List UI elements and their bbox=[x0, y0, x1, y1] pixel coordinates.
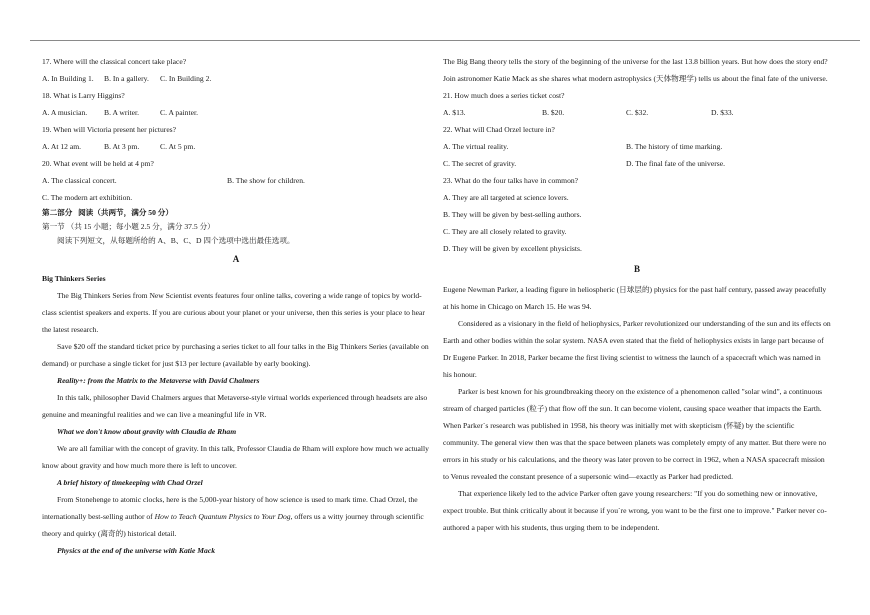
question-stem: 18. What is Larry Higgins? bbox=[42, 91, 125, 100]
option-a: A. At 12 am. bbox=[42, 142, 82, 151]
passage-a-intro: The Big Thinkers Series from New Scientist events features four online talks, covering a wide range of topics by world-class scientist speakers and experts. If you are curious about your planet or your universe, then this series is your place to hear the latest research. bbox=[42, 291, 425, 334]
option-b: B. They will be given by best-selling authors. bbox=[443, 210, 582, 219]
option-c: C. The modern art exhibition. bbox=[42, 193, 133, 202]
passage-b-paragraph: That experience likely led to the advice Parker often gave young researchers: "If you do something new or innovative, expect trouble. But think critically about it because if you`re wrong, you want to be the first one to improve." Parker never co-authored a paper with his students, thus urging them to be independent. bbox=[443, 489, 827, 532]
option-c: C. In Building 2. bbox=[160, 74, 212, 83]
option-d: D. The final fate of the universe. bbox=[626, 159, 725, 168]
question-17 bbox=[42, 53, 430, 87]
talk-title: What we don't know about gravity with Claudia de Rham bbox=[57, 427, 237, 436]
option-a: A. The virtual reality. bbox=[443, 142, 509, 151]
option-a: A. The classical concert. bbox=[42, 176, 117, 185]
passage-a-title: Big Thinkers Series bbox=[42, 274, 106, 283]
option-b: B. The history of time marking. bbox=[626, 142, 723, 151]
option-row bbox=[443, 138, 831, 155]
talk-description: In this talk, philosopher David Chalmers argues that Metaverse-style virtual worlds experienced through headsets are also genuine and meaningful realities and we can live a meaningful life in VR. bbox=[42, 393, 428, 419]
question-stem: 22. What will Chad Orzel lecture in? bbox=[443, 125, 555, 134]
option-c: C. The secret of gravity. bbox=[443, 159, 517, 168]
question-stem: 20. What event will be held at 4 pm? bbox=[42, 159, 154, 168]
talk-description: We are all familiar with the concept of gravity. In this talk, Professor Claudia de Rham will explore how much we actually know about gravity and how much more there is left to uncover. bbox=[42, 444, 429, 470]
part-title: 第二部分 阅读（共两节，满分 50 分） bbox=[42, 208, 173, 217]
option-a: A. They are all targeted at science lovers. bbox=[443, 193, 569, 202]
left-column bbox=[42, 53, 430, 559]
talk-description-text: , offers us a witty journey through scientific theory and quirky (离奇的) historical detail. bbox=[42, 512, 424, 538]
option-c: C. They are all closely related to gravity. bbox=[443, 227, 567, 236]
passage-b-label: B bbox=[633, 264, 640, 274]
option-a: A. In Building 1. bbox=[42, 74, 94, 83]
book-title: How to Teach Quantum Physics to Your Dog bbox=[154, 512, 291, 521]
talk-description-text: From Stonehenge to atomic clocks, here is the 5,000-year history of how science is used to mark time. Chad Orzel, the internationally best-selling author of bbox=[42, 495, 418, 521]
talk-description bbox=[42, 491, 430, 542]
option-d: D. They will be given by excellent physicists. bbox=[443, 244, 582, 253]
option-b: B. In a gallery. bbox=[104, 74, 149, 83]
passage-b-paragraph: Eugene Newman Parker, a leading figure in heliospheric (日球层的) physics for the past half century, passed away peacefully at his home in Chicago on March 15. He was 94. bbox=[443, 285, 827, 311]
talk-title: A brief history of timekeeping with Chad Orzel bbox=[57, 478, 203, 487]
passage-a-intro: Save $20 off the standard ticket price by purchasing a series ticket to all four talks in the Big Thinkers Series (available on demand) or purchase a single ticket for just $13 per lecture (available by early booking). bbox=[42, 342, 429, 368]
talk-title: Reality+: from the Matrix to the Metaverse with David Chalmers bbox=[57, 376, 260, 385]
passage-a-label: A bbox=[232, 254, 240, 264]
question-20 bbox=[42, 155, 430, 206]
question-stem: 17. Where will the classical concert take place? bbox=[42, 57, 187, 66]
reading-instructions: 阅读下列短文，从每题所给的 A、B、C、D 四个选项中选出最佳选项。 bbox=[57, 236, 295, 245]
talk-title: Physics at the end of the universe with Katie Mack bbox=[57, 546, 215, 555]
section-title: 第一节 （共 15 小题；每小题 2.5 分，满分 37.5 分） bbox=[42, 222, 215, 231]
option-a: A. $13. bbox=[443, 108, 466, 117]
option-b: B. $20. bbox=[542, 108, 565, 117]
option-row bbox=[443, 104, 831, 121]
question-22 bbox=[443, 121, 831, 172]
passage-b-paragraph: Parker is best known for his groundbreaking theory on the existence of a phenomenon called "solar wind", a continuous stream of charged particles (粒子) that flow off the sun. It can become violent, causing space weather that impacts the Earth. When Parker`s research was published in 1958, his theory was initially met with skepticism (怀疑) by the scientific community. The general view then was that the space between planets was completely empty of any matter. But there were no errors in his study or his calculations, and the theory was later proven to be correct in 1962, when a NASA spacecraft mission to Venus revealed the constant presence of a supersonic wind—exactly as Parker had predicted. bbox=[443, 387, 827, 481]
option-row bbox=[42, 104, 430, 121]
option-c: C. A painter. bbox=[160, 108, 198, 117]
question-19 bbox=[42, 121, 430, 155]
question-18 bbox=[42, 87, 430, 121]
option-b: B. A writer. bbox=[104, 108, 140, 117]
question-stem: 19. When will Victoria present her pictures? bbox=[42, 125, 177, 134]
right-column bbox=[443, 53, 831, 536]
option-c: C. $32. bbox=[626, 108, 649, 117]
question-21 bbox=[443, 87, 831, 121]
question-stem: 23. What do the four talks have in common? bbox=[443, 176, 579, 185]
option-d: D. $33. bbox=[711, 108, 734, 117]
passage-b-paragraph: Considered as a visionary in the field of heliophysics, Parker revolutionized our understanding of the sun and its effects on Earth and other bodies within the solar system. NASA even stated that the field of heliophysics exists in large part because of Dr Eugene Parker. In 2018, Parker became the first living scientist to witness the launch of a spacecraft which was named in his honour. bbox=[443, 319, 831, 379]
option-row bbox=[42, 189, 430, 206]
option-b: B. The show for children. bbox=[227, 176, 305, 185]
option-row bbox=[42, 172, 430, 189]
option-row bbox=[42, 70, 430, 87]
option-row bbox=[42, 138, 430, 155]
option-c: C. At 5 pm. bbox=[160, 142, 196, 151]
option-b: B. At 3 pm. bbox=[104, 142, 140, 151]
header-rule bbox=[30, 40, 860, 41]
question-23 bbox=[443, 172, 831, 257]
option-row bbox=[443, 155, 831, 172]
talk-description: The Big Bang theory tells the story of the beginning of the universe for the last 13.8 billion years. But how does the story end? Join astronomer Katie Mack as she shares what modern astrophysics (天体物理学) tells us about the final fate of the universe. bbox=[443, 57, 828, 83]
option-a: A. A musician. bbox=[42, 108, 88, 117]
question-stem: 21. How much does a series ticket cost? bbox=[443, 91, 565, 100]
